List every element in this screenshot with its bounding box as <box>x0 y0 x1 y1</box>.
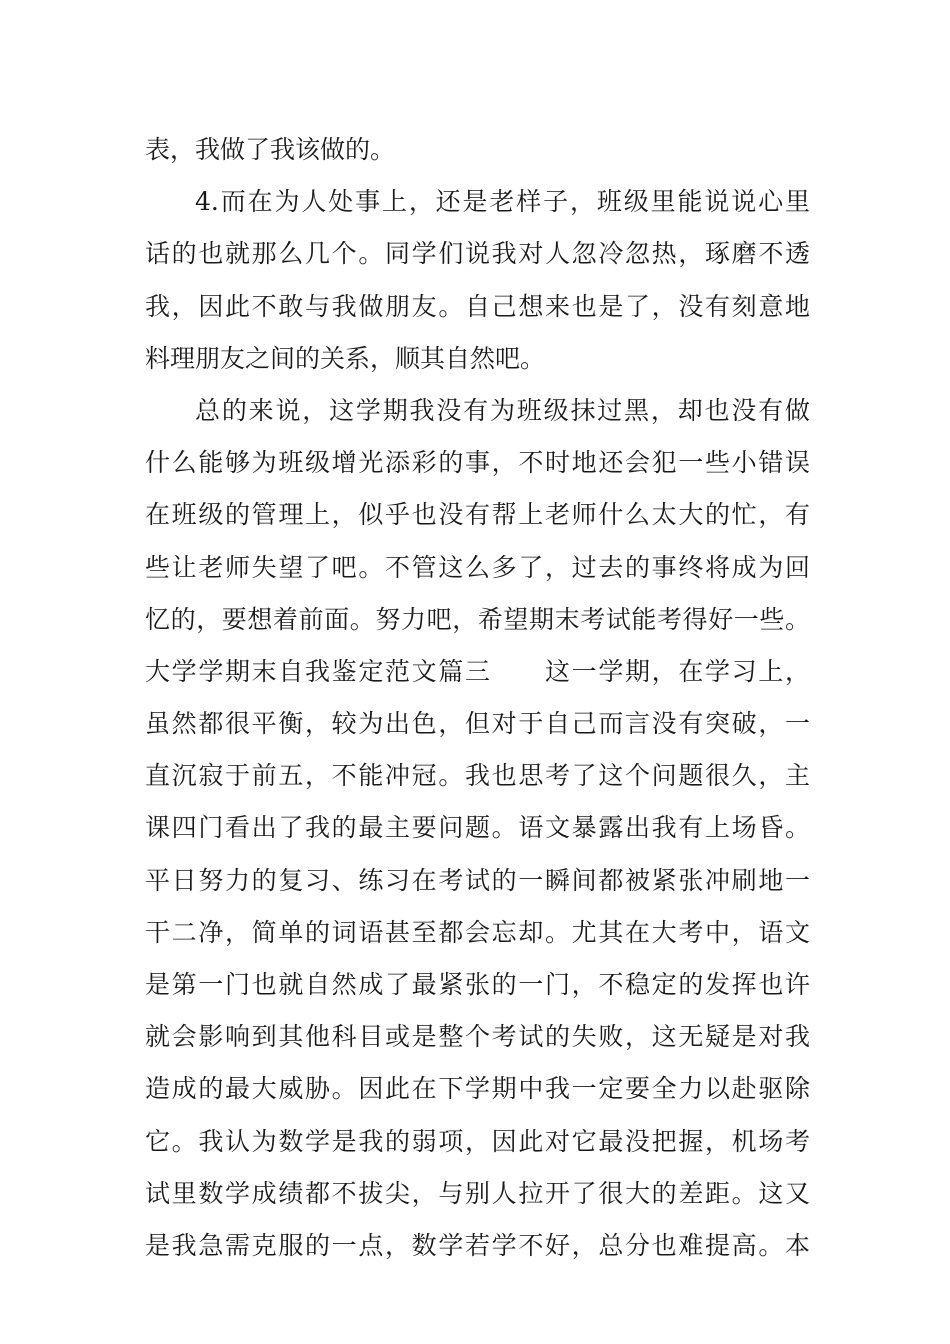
text-line: 它。我认为数学是我的弱项，因此对它最没把握，机场考 <box>145 1126 810 1156</box>
text-line: 些让老师失望了吧。不管这么多了，过去的事终将成为回 <box>145 552 810 582</box>
text-line: 直沉寂于前五，不能冲冠。我也思考了这个问题很久，主 <box>145 761 810 791</box>
section-heading-line: 大学学期末自我鉴定范文篇三 这一学期，在学习上， <box>145 656 810 686</box>
text-line: 试里数学成绩都不拔尖，与别人拉开了很大的差距。这又 <box>145 1178 810 1208</box>
text-line: 课四门看出了我的最主要问题。语文暴露出我有上场昏。 <box>145 813 810 843</box>
text-line: 表，我做了我该做的。 <box>145 135 396 164</box>
text-line: 4.而在为人处事上，还是老样子，班级里能说说心里 <box>195 187 810 217</box>
text-line: 忆的，要想着前面。努力吧，希望期末考试能考得好一些。 <box>145 604 810 634</box>
text-line: 平日努力的复习、练习在考试的一瞬间都被紧张冲刷地一 <box>145 865 810 895</box>
text-line: 在班级的管理上，似乎也没有帮上老师什么太大的忙，有 <box>145 500 810 530</box>
text-line: 虽然都很平衡，较为出色，但对于自己而言没有突破，一 <box>145 709 810 739</box>
text-line: 料理朋友之间的关系，顺其自然吧。 <box>145 343 546 373</box>
document-body <box>145 124 810 1272</box>
text-line: 总的来说，这学期我没有为班级抹过黑，却也没有做 <box>195 395 810 425</box>
text-line: 话的也就那么几个。同学们说我对人忽冷忽热，琢磨不透 <box>145 239 810 269</box>
text-line: 是第一门也就自然成了最紧张的一门，不稳定的发挥也许 <box>145 970 810 999</box>
text-line: 我，因此不敢与我做朋友。自己想来也是了，没有刻意地 <box>145 291 810 321</box>
text-line: 什么能够为班级增光添彩的事，不时地还会犯一些小错误 <box>145 448 810 478</box>
text-line: 造成的最大威胁。因此在下学期中我一定要全力以赴驱除 <box>145 1074 810 1104</box>
text-line: 就会影响到其他科目或是整个考试的失败，这无疑是对我 <box>145 1022 810 1052</box>
text-line: 是我急需克服的一点，数学若学不好，总分也难提高。本 <box>145 1230 810 1260</box>
text-line: 干二净，简单的词语甚至都会忘却。尤其在大考中，语文 <box>145 917 810 947</box>
